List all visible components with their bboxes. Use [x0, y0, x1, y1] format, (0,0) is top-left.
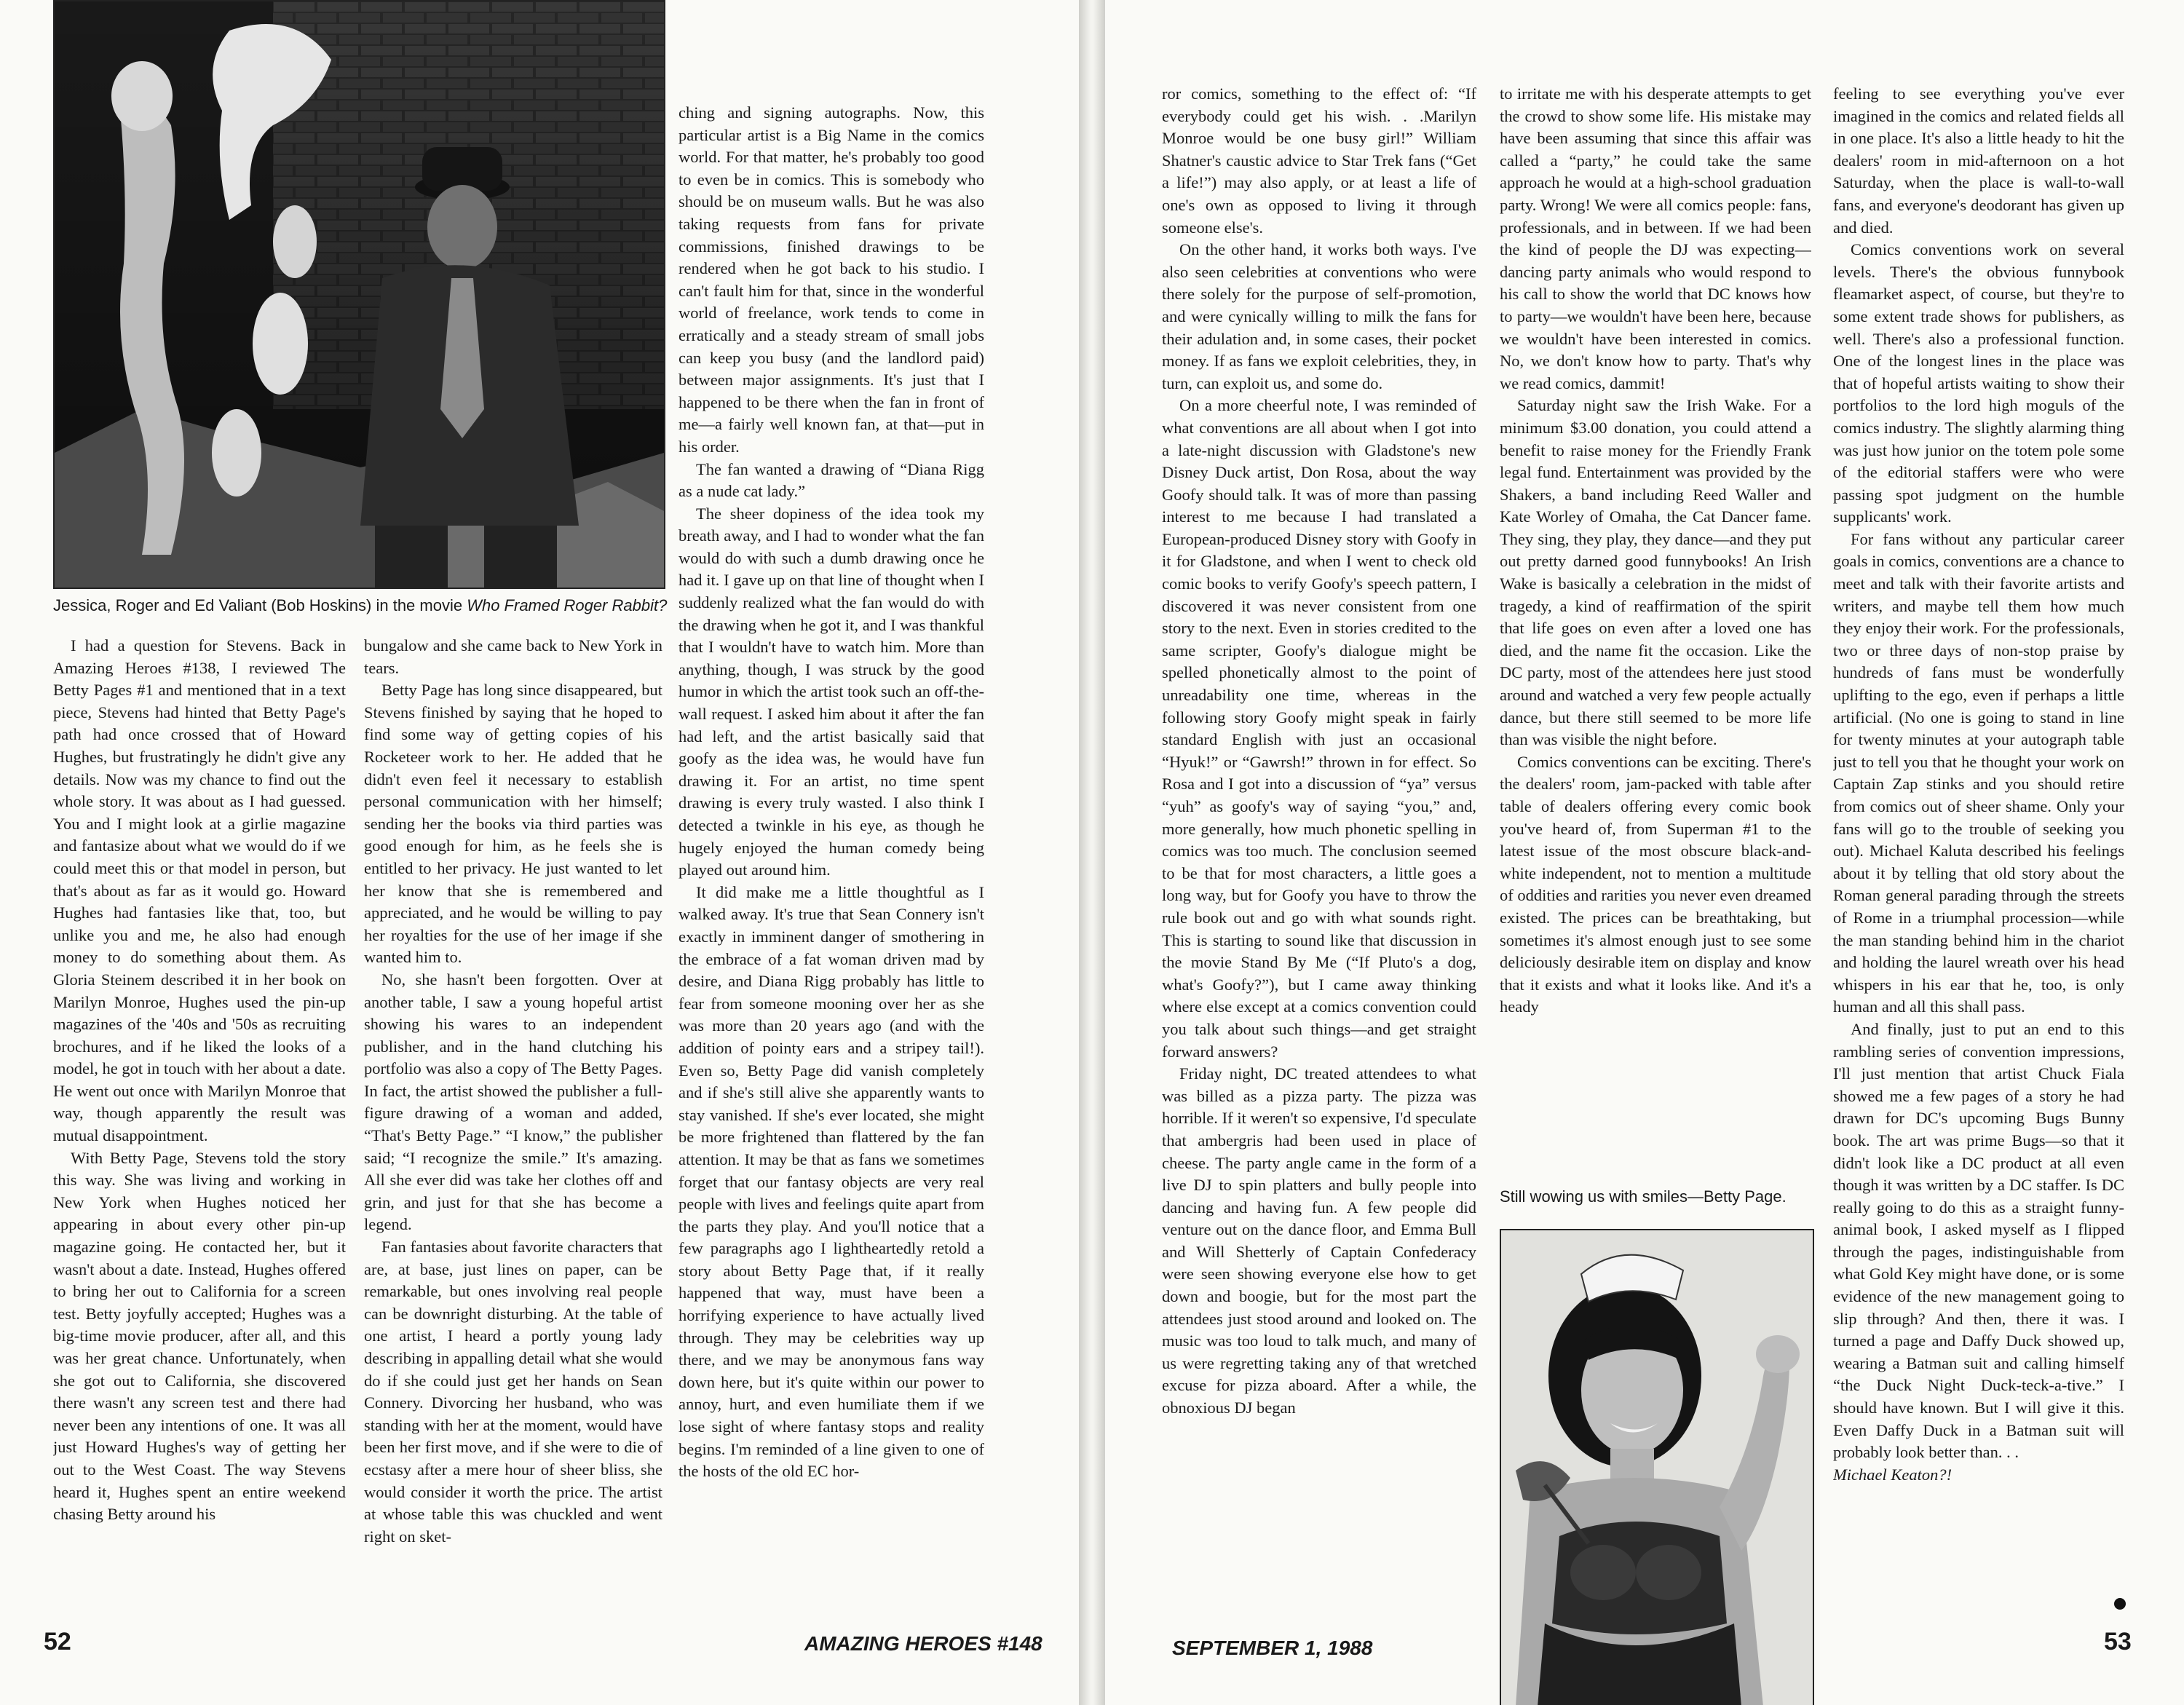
- right-column-1: ror comics, something to the effect of: “If everybody could get his wish. . .Marilyn Monroe would be one busy girl!” William Shatner's caustic advice to Star Trek fans (“Get a life!”) may also apply, or at least a life of one's own as opposed to living it through someone else's. On the other hand, it works both ways. I've also seen celebrities at conventions who were there solely for the purpose of self-promotion, and were cynically willing to milk the fans for their adulation and, in some cases, their pocket money. If as fans we exploit celebrities, they, in turn, can exploit us, and some do. On a more cheerful note, I was reminded of what conventions are all about when I got into a late-night discussion with Gladstone's new Disney Duck artist, Don Rosa, about the way Goofy should talk. It was of more than passing interest to me because I had translated a European-produced Disney story with Goofy in it for Gladstone, and when I went to check old comic books to verify Goofy's speech pattern, I discovered it was never consistent from one story to the next. Even in stories credited to the same scripter, Goofy's dialogue might be spelled phonetically almost to the point of unreadability one time, whereas in the following story Goofy might speak in fairly standard English with just an occasional “Hyuk!” or “Gawrsh!” thrown in for effect. So Rosa and I got into a discussion of “ya” versus “yuh” as goofy's way of saying “you,” and, more generally, how much phonetic spelling in comics was too much. The conclusion seemed to be that for most characters, a little goes a long way, but for Goofy you have to throw the rule book out and go with what sounds right. This is starting to sound like that discussion in the movie Stand By Me (“If Pluto's a dog, what's Goofy?”), but I came away thinking where else except at a comics convention could you talk about such things—and get straight forward answers? Friday night, DC treated attendees to what was billed as a pizza party. The pizza was horrible. If it weren't so expensive, I'd speculate that ambergris had been used in place of cheese. The party angle came in the form of a live DJ to spin platters and bully people into dancing and having fun. A few people did venture out on the dance floor, and Emma Bull and Will Shetterly of Captain Confederacy were seen showing everyone else how to get down and boogie, but for the most part the attendees just stood around and looked on. The music was too loud to talk much, and many of us were regretting taking any of that wretched excuse for pizza aboard. After a while, the obnoxious DJ began: [1162, 84, 1476, 1417]
- right-footer-date: SEPTEMBER 1, 1988: [1172, 1637, 1373, 1659]
- betty-page-photo: [1500, 1229, 1814, 1705]
- roger-rabbit-photo: [53, 0, 665, 589]
- left-page-number: 52: [44, 1628, 71, 1655]
- left-column-1: I had a question for Stevens. Back in Amazing Heroes #138, I reviewed The Betty Pages #1 and mentioned that in a text piece, Stevens had hinted that Betty Page's path had once crossed that of Howard Hughes, but frustratingly he didn't give any details. Now was my chance to find out the whole story. It was about as I had guessed. You and I might look at a girlie magazine and fantasize about what we would do if we could meet this or that model in person, but that's about as far as it would go. Howard Hughes had fantasies like that, too, but unlike you and me, he also had enough money to do something about them. As Gloria Steinem described it in her book on Marilyn Monroe, Hughes used the pin-up magazines of the '40s and '50s as recruiting brochures, and if he liked the looks of a model, he got in touch with her about a date. He went out once with Marilyn Monroe that way, though apparently the result was mutual disappointment. With Betty Page, Stevens told the story this way. She was living and working in New York when Hughes noticed her appearing in about every other pin-up magazine going. He contacted her, but it wasn't about a date. Instead, Hughes offered to bring her out to California for a screen test. Betty joyfully accepted; Hughes was a big-time movie producer, after all, and this was her great chance. Unfortunately, when she got out to California, she discovered there wasn't any screen test and there had never been any intentions of one. It was all just Howard Hughes's way of getting her out to the West Coast. The way Stevens heard it, Hughes spent an entire weekend chasing Betty around his: [53, 636, 346, 1524]
- book-gutter: [1079, 0, 1105, 1705]
- closing-line: Michael Keaton?!: [1833, 1465, 1952, 1484]
- betty-page-caption: Still wowing us with smiles—Betty Page.: [1500, 1187, 1787, 1206]
- right-column-3: feeling to see everything you've ever imagined in the comics and related fields all in one place. It's also a little heady to hit the dealers' room in mid-afternoon on a hot Saturday, when the place is wall-to-wall fans, and everyone's deodorant has given up and died. Comics conventions work on several levels. There's the obvious funnybook fleamarket aspect, of course, but they're to some extent trade shows for publishers, as well. There's also a professional function. One of the longest lines in the place was that of hopeful artists waiting to show their portfolios to the lord high moguls of the comics industry. The slightly alarming thing was just how junior on the totem pole some of the editorial staffers were who were passing spot judgment on the humble supplicants' work. For fans without any particular career goals in comics, conventions are a chance to meet and talk with their favorite artists and writers, and maybe tell them how much they enjoy their work. For the professionals, two or three days of non-stop praise by hundreds of fans must be wonderfully uplifting to the ego, even if perhaps a little artificial. (No one is going to stand in line for twenty minutes at your autograph table just to tell you that he thought your work on Captain Zap stinks and you should retire from comics out of sheer shame. Only your fans will go to the trouble of seeking you out). Michael Kaluta described his feelings about it by telling that old story about the Roman general parading through the streets of Rome in a triumphal procession—while the man standing behind him in the chariot and holding the laurel wreath over his head whispers in his ear that he, too, is only human and all this shall pass. And finally, just to put an end to this rambling series of convention impressions, I'll just mention that artist Chuck Fiala showed me a few pages of a story he had drawn for DC's upcoming Bugs Bunny book. The art was prime Bugs—so that it didn't look like a DC product at all even though it was written by a DC staffer. Is DC really going to do this as a straight funny-animal book, I asked myself as I flipped through the pages, indistinguishable from what Gold Key might have done, or is some evidence of the new management going to slip through? And then, there it was. I turned a page and Daffy Duck showed up, wearing a Batman suit and calling himself “the Duck Night Duck-teck-a-tive.” I should have known. But I will give it this. Even Daffy Duck in a Batman suit will probably look better than. . . Michael Keaton?!: [1833, 84, 2124, 1484]
- right-column-2: to irritate me with his desperate attempts to get the crowd to show some life. His mistake may have been assuming that since this affair was called a “party,” he could take the same approach he would at a high-school graduation party. Wrong! We were all comics people: fans, professionals, and in between. If we had been the kind of people the DJ was expecting—dancing party animals who would respond to his call to show the world that DC knows how to party—we wouldn't have been here, because we wouldn't have been interested in comics. No, we don't know how to party. That's why we read comics, dammit! Saturday night saw the Irish Wake. For a minimum $3.00 donation, you could attend a benefit to raise money for the Friendly Frank legal fund. Entertainment was provided by the Shakers, a band including Reed Waller and Kate Worley of Omaha, the Cat Dancer fame. They sing, they play, they dance—and they put out pretty darned good funnybooks! An Irish Wake is basically a celebration in the midst of tragedy, a kind of reaffirmation of the spirit that life goes on even after a loved one has died, and the name fit the occasion. Like the DC party, most of the attendees here just stood around and watched a very few people actually dance, but there still seemed to be more life than was visible the night before. Comics conventions can be exciting. There's the dealers' room, jam-packed with table after table of dealers offering every comic book you've heard of, from Superman #1 to the latest issue of the most obscure black-and-white independent, not to mention a multitude of oddities and rarities you never even dreamed existed. The prices can be breathtaking, but sometimes it's almost enough just to see some deliciously desirable item on display and know that it exists and what it looks like. And it's a heady: [1500, 84, 1811, 1016]
- left-column-3: ching and signing autographs. Now, this particular artist is a Big Name in the comics world. For that matter, he's probably too good to even be in comics. This is somebody who should be on museum walls. But he was also taking requests from fans for private commissions, finished drawings to be rendered when he got back to his studio. I can't fault him for that, since in the wonderful world of freelance, work tends to come in erratically and a steady stream of small jobs can keep you busy (and the landlord paid) between major assignments. It's just that I happened to be there when the fan in front of me—a fairly well known fan, at that—put in his order. The fan wanted a drawing of “Diana Rigg as a nude cat lady.” The sheer dopiness of the idea took my breath away, and I had to wonder what the fan would do with such a dumb drawing once he had it. I gave up on that line of thought when I suddenly realized what the fan would do with the drawing when he got it, and I was thankful that I wouldn't have to watch him. More than anything, though, I was struck by the good humor in which the artist took such an off-the-wall request. I asked him about it after the fan had left, and the artist basically said that goofy as the idea was, he would have fun drawing it. For an artist, no time spent drawing is every truly wasted. I also think I detected a twinkle in his eye, as though he hugely enjoyed the human comedy being played out around him. It did make me a little thoughtful as I walked away. It's true that Sean Connery isn't exactly in imminent danger of smothering in the embrace of a fat woman driven mad by desire, and Diana Rigg probably has little to fear from someone mooning over her as she was more than 20 years ago (and with the addition of pointy ears and a stripey tail!). Even so, Betty Page did vanish completely and if she's still alive she apparently wants to stay vanished. If she's ever located, she might be more frightened than flattered by the fan attention. It may be that as fans we sometimes forget that our fantasy objects are very real people with lives and feelings quite apart from the parts they play. And you'll notice that a few paragraphs ago I lightheartedly retold a story about Betty Page that, if it really happened that way, must have been a horrifying experience to have actually lived through. They may be celebrities way up there, and we may be anonymous fans way down here, but it's quite within our power to annoy, hurt, and even humiliate them if we lose sight of where fantasy stops and reality begins. I'm reminded of a line given to one of the hosts of the old EC hor-: [678, 103, 984, 1481]
- caption-movie-title: Who Framed Roger Rabbit?: [467, 596, 668, 614]
- end-of-article-mark: [2114, 1598, 2126, 1610]
- right-page: [1105, 0, 2184, 1705]
- left-page: [0, 0, 1079, 1705]
- right-page-number: 53: [2104, 1628, 2132, 1655]
- left-footer-magazine: AMAZING HEROES #148: [804, 1632, 1042, 1655]
- left-column-2: bungalow and she came back to New York in tears. Betty Page has long since disappeared, but Stevens finished by saying that he hoped to find some way of getting copies of his Rocketeer work to her. He added that he didn't even feel it necessary to establish personal communication with her himself; sending her the books via third parties was good enough for him, as he feels she is entitled to her privacy. He just wanted to let her know that she is remembered and appreciated, and he would be willing to pay her royalties for the use of her image if she wanted him to. No, she hasn't been forgotten. Over at another table, I saw a young hopeful artist showing his wares to an independent publisher, and in the hand clutching his portfolio was also a copy of The Betty Pages. In fact, the artist showed the publisher a full-figure drawing of a woman and added, “That's Betty Page.” “I know,” the publisher said; “I recognize the smile.” It's amazing. All she ever did was take her clothes off and grin, and just for that she has become a legend. Fan fantasies about favorite characters that are, at base, just lines on paper, can be remarkable, but ones involving real people can be downright disturbing. At the table of one artist, I heard a portly young lady describing in appalling detail what she would do if she could just get her hands on Sean Connery. Divorcing her husband, who was standing with her at the moment, would have been her first move, and if she were to die of ecstasy after a mere hour of sheer bliss, she would consider it worth the price. The artist at whose table this was chuckled and went right on sket-: [364, 636, 662, 1546]
- left-photo-caption: Jessica, Roger and Ed Valiant (Bob Hoskins) in the movie Who Framed Roger Rabbit?: [53, 596, 668, 614]
